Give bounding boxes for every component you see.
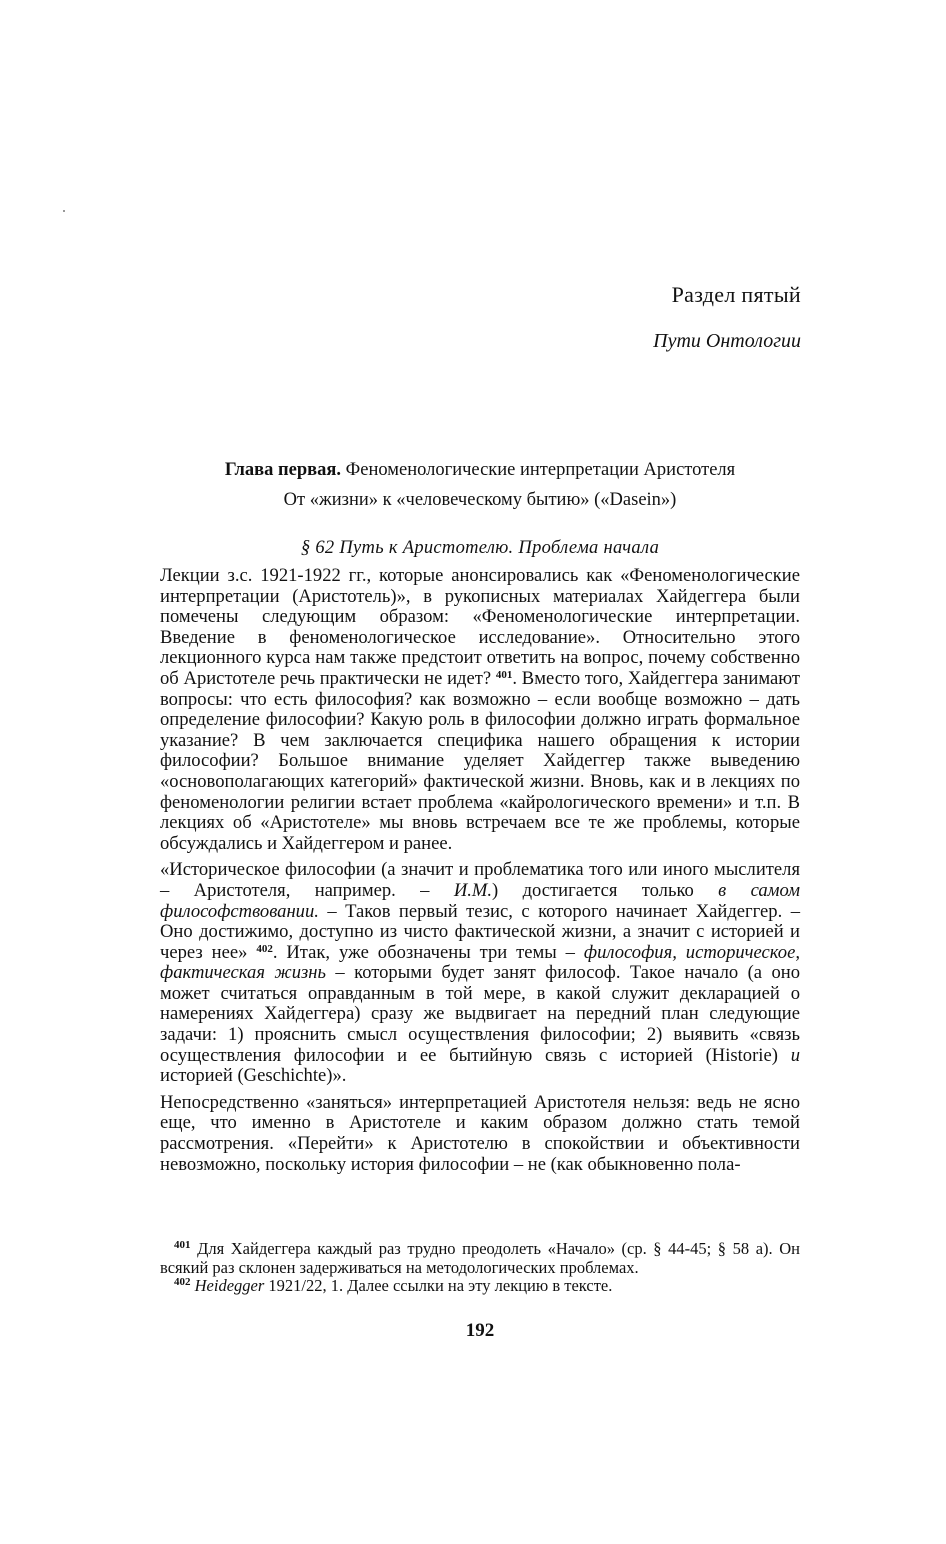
paragraph-2-text-d: . Итак, уже обозначены три темы –	[272, 941, 575, 963]
footnotes	[160, 1240, 800, 1296]
scan-speck	[63, 210, 65, 212]
section-title: Раздел пятый	[671, 282, 801, 307]
paragraph-2-text-a: «Историческое философии (а значит и проблематика того или иного мыслителя – Аристотеля, например. –	[160, 859, 800, 901]
paragraph-2-text-e: – которыми будет занят философ. Такое начало (а оно может считаться оправданным в той мере, в какой служит декларацией о намерениях Хайдеггера) сразу же выдвигает на передний план следующие задачи: 1) прояснить смысл осуществления философии; 2) выявить «связь осуществления философии и ее бытийную связь с историей (Historie)	[160, 962, 800, 1066]
footnote-401	[160, 1240, 800, 1277]
footnote-402-number: 402	[174, 1276, 191, 1289]
paragraph-2	[160, 860, 800, 1087]
page-number: 192	[465, 1320, 495, 1341]
footnote-401-text: Для Хайдеггера каждый раз трудно преодолеть «Начало» (ср. § 44-45; § 58 а). Он всякий раз склонен задерживаться на методологических проблемах.	[160, 1239, 801, 1277]
footnote-ref-402: 402	[256, 942, 273, 955]
emphasis-3: и	[790, 1044, 800, 1066]
paragraph-2-text-f: историей (Geschichte)».	[160, 1065, 347, 1087]
footnote-402-author: Heidegger	[194, 1276, 265, 1296]
paragraph-1-text-b: . Вместо того, Хайдеггера занимают вопросы: что есть философия? как возможно – если вообще возможно – дать определение философии? Какую роль в философии должно играть формальное указание? В чем заключается специфика нашего обращения к истории философии? Большое внимание уделяет Хайдеггер также выведению «основополагающих категорий» фактической жизни. Вновь, как и в лекциях по феноменологии религии встает проблема «кайрологического времени» и т.п. В лекциях об «Аристотеле» мы вновь встречаем все те же проблемы, которые обсуждались и Хайдеггером и ранее.	[160, 667, 800, 854]
chapter-label: Глава первая.	[224, 460, 342, 480]
author-initials: И.М.	[453, 879, 493, 901]
emphasis-2: философия, историческое, фактическая жизнь	[160, 941, 800, 984]
body-text	[160, 566, 800, 1181]
section-subtitle: Пути Онтологии	[653, 330, 801, 352]
paragraph-1-text-a: Лекции з.с. 1921-1922 гг., которые анонсировались как «Феноменологические интерпретации (Аристотель)», в рукописных материалах Хайдеггера были помечены следующим образом: «Феноменологические интерпретации. Введение в феноменологическое исследование». Относительно этого лекционного курса нам также предстоит ответить на вопрос, почему собственно об Аристотеле речь практически не идет?	[160, 565, 800, 689]
footnote-402	[160, 1277, 800, 1296]
footnote-ref-401: 401	[495, 668, 513, 681]
paragraph-heading: § 62 Путь к Аристотелю. Проблема начала	[300, 538, 660, 558]
footnote-401-number: 401	[174, 1239, 191, 1251]
chapter-subtitle: От «жизни» к «человеческому бытию» («Dasein»)	[283, 490, 677, 510]
chapter-heading	[160, 456, 800, 484]
paragraph-2-text-b: ) достигается только	[492, 879, 694, 901]
paragraph-2-text-c: – Таков первый тезис, с которого начинает Хайдеггер. – Оно достижимо, доступно из чисто фактической жизни, а значит с историей и через нее»	[160, 900, 801, 963]
paragraph-1	[160, 566, 800, 854]
chapter-title: Феноменологические интерпретации Аристотеля	[341, 460, 736, 480]
emphasis-1: в самом философствовании.	[160, 879, 800, 922]
paragraph-3: Непосредственно «заняться» интерпретацией Аристотеля нельзя: ведь не ясно еще, что именно в Аристотеле и каким образом должно стать темой рассмотрения. «Перейти» к Аристотелю в спокойствии и объективности невозможно, поскольку история философии – не (как обыкновенно пола-	[160, 1091, 800, 1175]
footnote-402-text: 1921/22, 1. Далее ссылки на эту лекцию в тексте.	[264, 1276, 613, 1296]
